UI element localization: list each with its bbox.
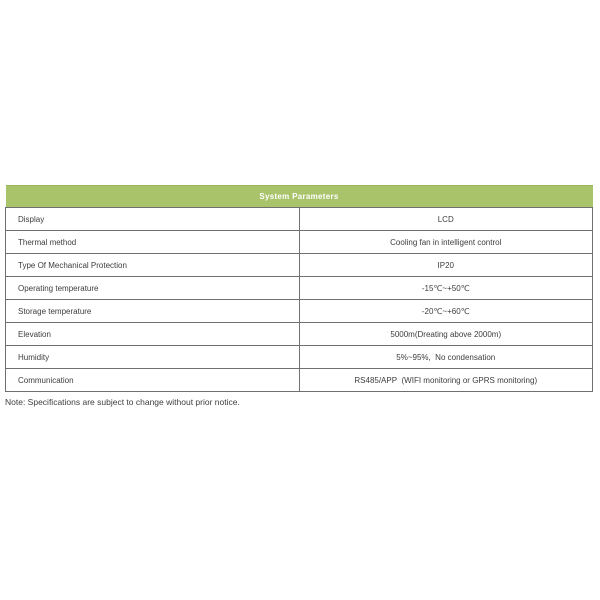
table-row	[6, 369, 593, 392]
parameter-name: Display	[6, 208, 300, 231]
parameter-name: Storage temperature	[6, 300, 300, 323]
parameter-value: 5%~95%, No condensation	[299, 346, 593, 369]
table-body	[6, 208, 593, 392]
parameter-value: -15℃~+50℃	[299, 277, 593, 300]
footnote: Note: Specifications are subject to change without prior notice.	[5, 397, 240, 407]
table-row	[6, 277, 593, 300]
parameter-value: LCD	[299, 208, 593, 231]
parameter-name: Communication	[6, 369, 300, 392]
table-row	[6, 346, 593, 369]
parameter-name: Humidity	[6, 346, 300, 369]
table-row	[6, 300, 593, 323]
parameter-value: IP20	[299, 254, 593, 277]
parameter-name: Operating temperature	[6, 277, 300, 300]
table-row	[6, 208, 593, 231]
table-header-row	[6, 186, 593, 208]
table-title: System Parameters	[6, 186, 593, 208]
parameter-value: Cooling fan in intelligent control	[299, 231, 593, 254]
table-row	[6, 231, 593, 254]
table-row	[6, 323, 593, 346]
parameter-name: Type Of Mechanical Protection	[6, 254, 300, 277]
parameter-name: Elevation	[6, 323, 300, 346]
system-parameters-table	[5, 185, 593, 392]
system-parameters-section	[5, 185, 593, 392]
table-row	[6, 254, 593, 277]
parameter-value: -20℃~+60℃	[299, 300, 593, 323]
parameter-name: Thermal method	[6, 231, 300, 254]
parameter-value: 5000m(Dreating above 2000m)	[299, 323, 593, 346]
parameter-value: RS485/APP (WIFI monitoring or GPRS monitoring)	[299, 369, 593, 392]
